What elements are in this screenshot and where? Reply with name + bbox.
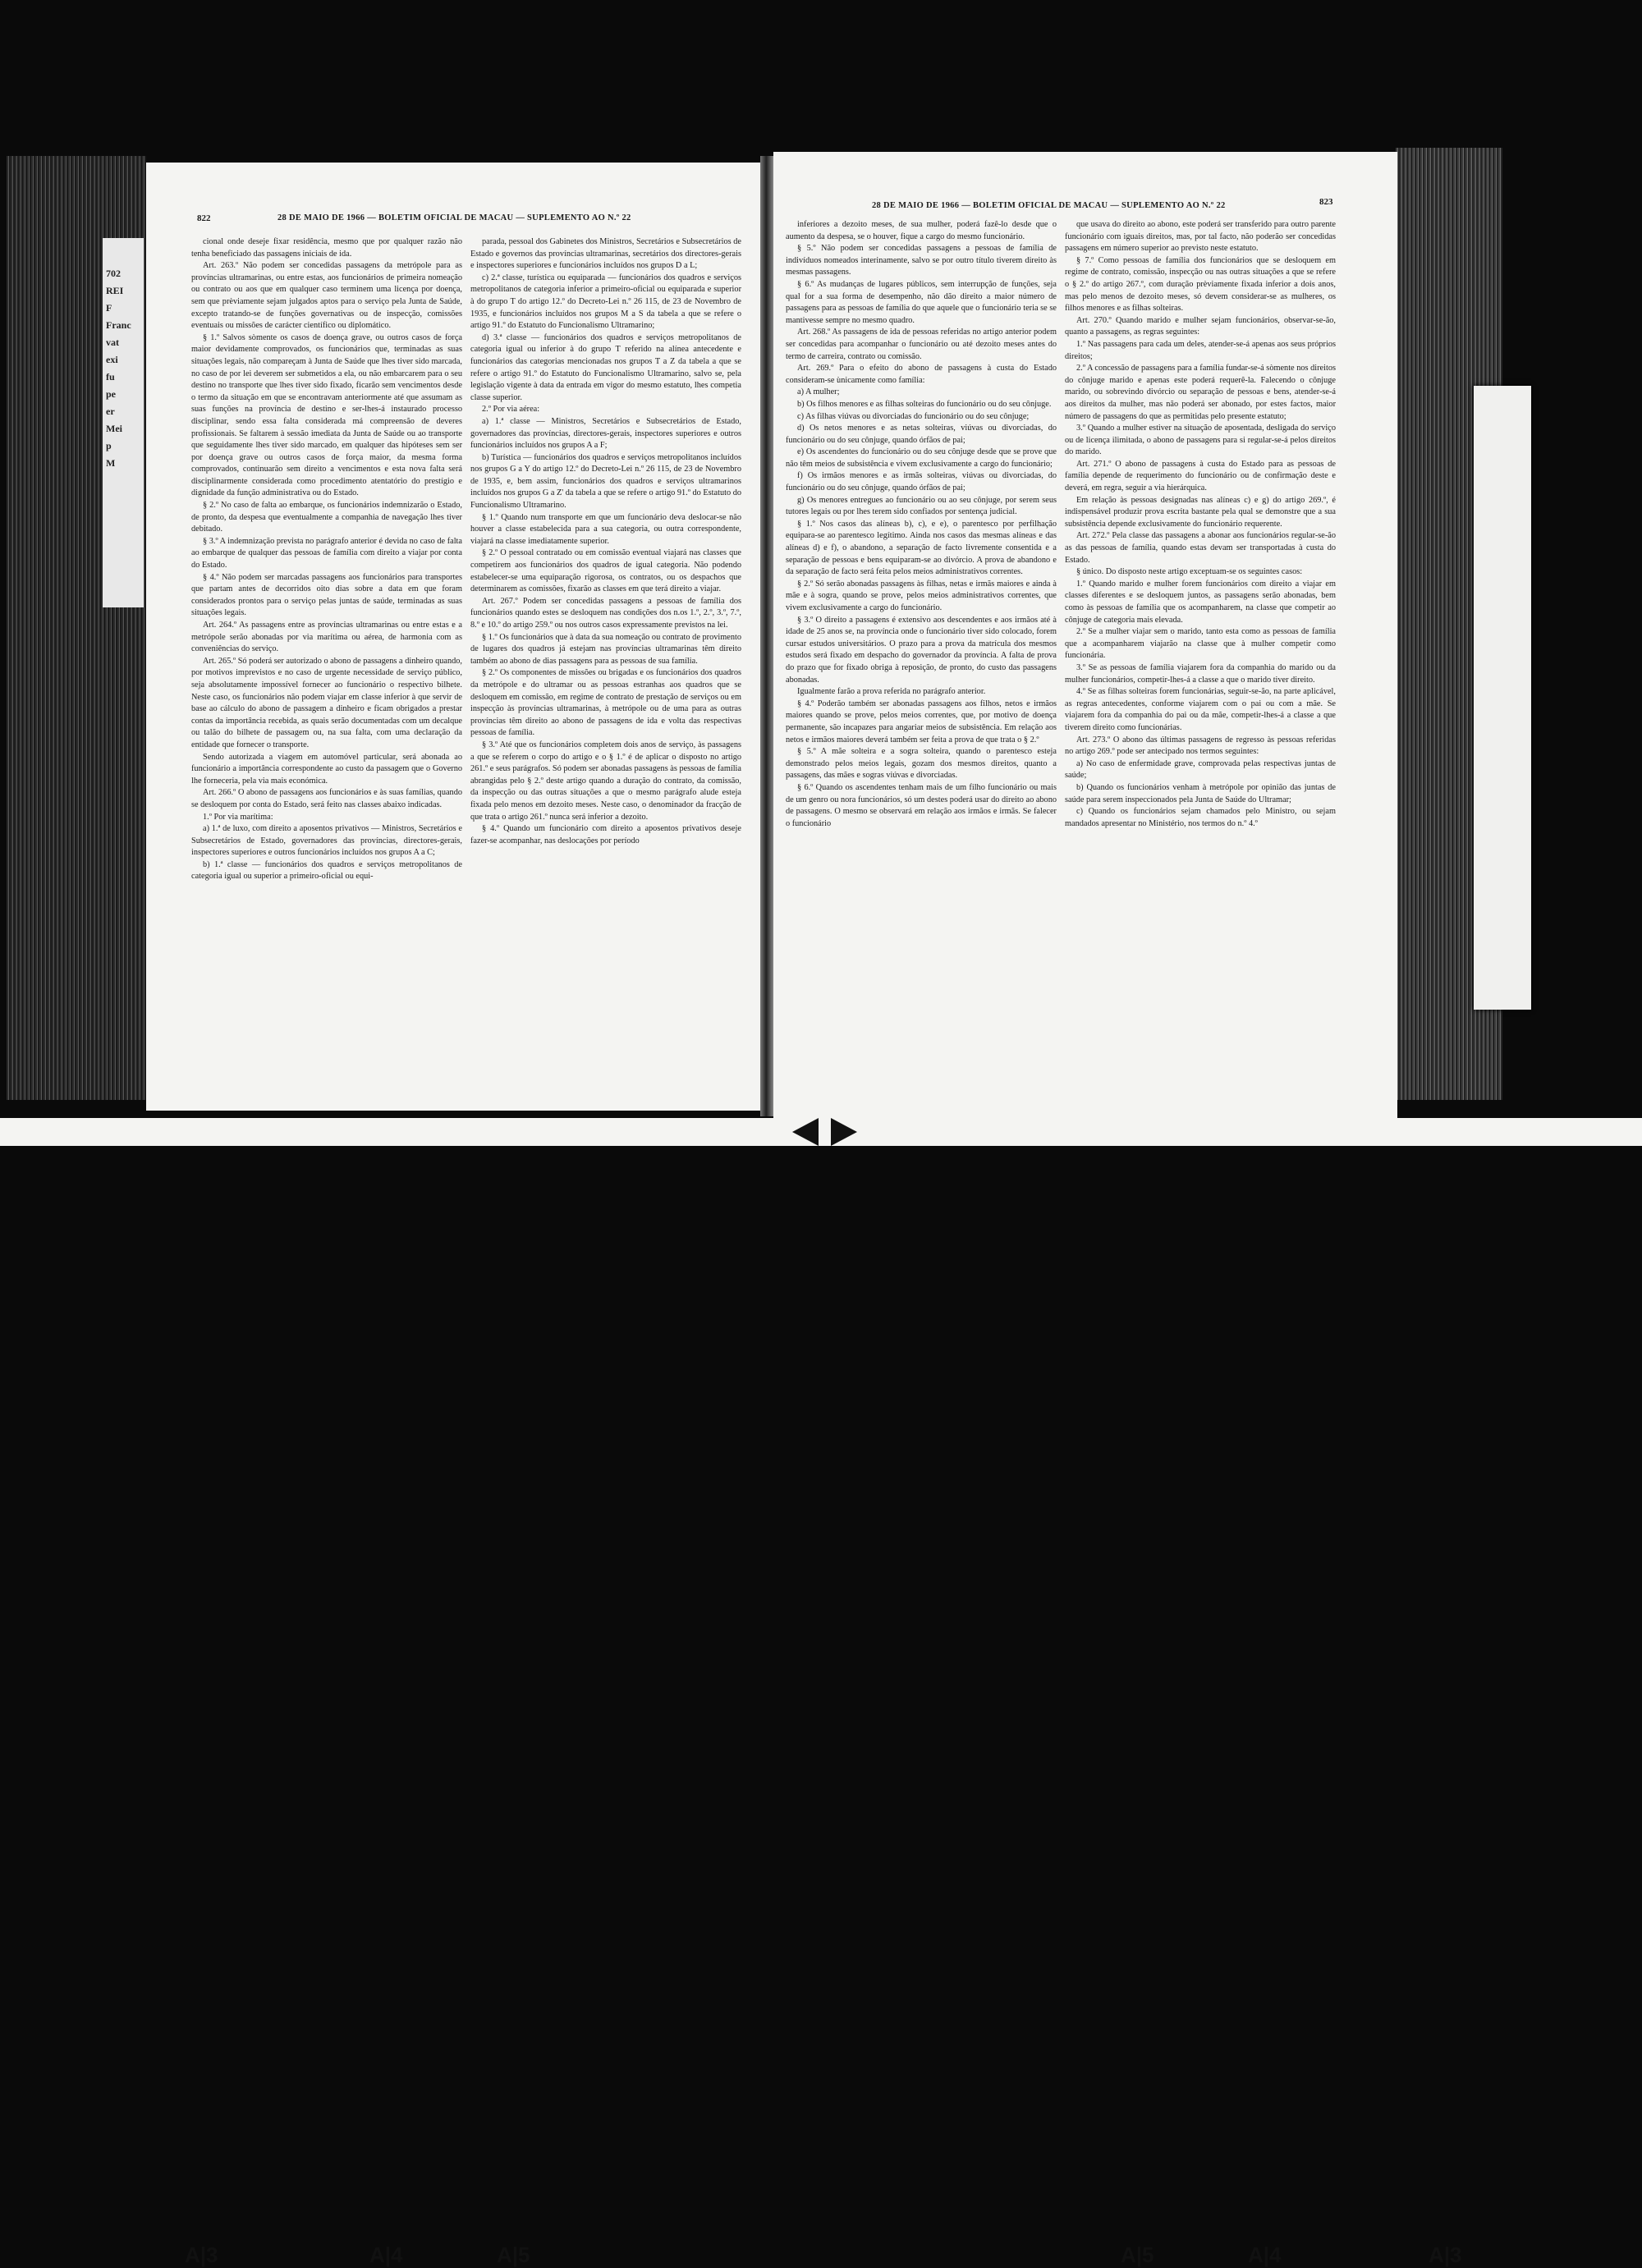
- strip-text: 702: [106, 268, 121, 279]
- paragraph: d) 3.ª classe — funcionários dos quadros e serviços metropolitanos de categoria igual ou inferior à do grupo T referido na alínea antecedente e funcionários das categorias mencionadas nos grupos T a Z da tabela a que se refere o artigo 91.º do Estatuto do Funcionalismo Ultramarino, salvo se, pela legislação vigente à data da entrada em vigor do mesmo estatuto, lhes competia classe superior.: [470, 332, 741, 402]
- paragraph: 4.º Se as filhas solteiras forem funcionárias, seguir-se-ão, na parte aplicável, as regras antecedentes, conforme viajarem com o pai ou com a mãe. Se viajarem fora da companhia do pai ou da mãe, competir-lhes-á a classe a que tiverem direito como funcionárias.: [1065, 687, 1336, 732]
- paragraph: e) Os ascendentes do funcionário ou do seu cônjuge desde que se prove que não têm meios de subsistência e vivem exclusivamente a cargo do funcionário;: [786, 447, 1057, 469]
- strip-text: M: [106, 457, 116, 469]
- film-marker: A|4: [369, 2243, 403, 2267]
- strip-text: fu: [106, 371, 115, 383]
- strip-text: er: [106, 405, 115, 417]
- paragraph: parada, pessoal dos Gabinetes dos Ministros, Secretários e Subsecretários de Estado e governos das províncias ultramarinas, secretários dos directores-gerais e inspectores superiores e funcionários incluídos nos grupos D a L;: [470, 237, 741, 271]
- arrow-right-icon: [831, 1118, 857, 1146]
- paragraph: inferiores a dezoito meses, de sua mulher, poderá fazê-lo desde que o aumento da despesa, se o houver, fique a cargo do mesmo funcionário.: [786, 220, 1057, 241]
- paragraph: Art. 263.º Não podem ser concedidas passagens da metrópole para as províncias ultramarinas, ou entre estas, aos funcionários de primeira nomeação ou contrato ou aos que em qualquer caso terminem uma licença por doença, sem que prèviamente sejam julgados aptos para o serviço pela Junta de Saúde, excepto tratando-se de funções governativas ou de inspecção, comissões eventuais ou missões de carácter científico ou diplomático.: [191, 261, 462, 331]
- paragraph: Igualmente farão a prova referida no parágrafo anterior.: [797, 687, 986, 697]
- paragraph: Art. 265.º Só poderá ser autorizado o abono de passagens a dinheiro quando, por motivos imprevistos e no caso de urgente necessidade de serviço público, seja absolutamente impossível fornecer ao funcionário o respectivo bilhete. Neste caso, os funcionários não podem viajar em classe inferior à que servir de base ao cálculo do abono de passagem a dinheiro e ficam obrigados a prestar contas da importância recebida, as quais serão documentadas com um decalque ou talão do bilhete de passagem ou, na sua falta, com uma declaração da entidade que fornecer o transporte.: [191, 656, 462, 749]
- arrow-left-icon: [792, 1118, 819, 1146]
- paragraph: Em relação às pessoas designadas nas alíneas c) e g) do artigo 269.º, é indispensável produzir prova escrita bastante pela qual se demonstre que a sua subsistência depende exclusivamente do funcionário requerente.: [1065, 495, 1336, 529]
- paragraph: § 4.º Poderão também ser abonadas passagens aos filhos, netos e irmãos maiores quando se prove, pelos meios correntes, que, por motivo de doença permanente, são incapazes para angariar meios de subsistência. Em relação aos netos e irmãos maiores deverá também ser feita a prova de que trata o § 2.º: [786, 699, 1057, 745]
- text-column: [786, 219, 1057, 830]
- strip-text: p: [106, 440, 112, 451]
- adjacent-page-strip: [103, 238, 144, 607]
- paragraph: § 5.º Não podem ser concedidas passagens a pessoas de família de indivíduos nomeados interinamente, salvo se por outro título tiverem direito às mesmas passagens.: [786, 244, 1057, 277]
- left-page: [146, 163, 760, 1111]
- paragraph: § 6.º As mudanças de lugares públicos, sem interrupção de funções, seja qual for a sua forma de desempenho, não dão direito a maior número de passagens para as pessoas de família do que aquele que o funcionário teria se se mantivesse sempre no mesmo quadro.: [786, 279, 1057, 325]
- paragraph: g) Os menores entregues ao funcionário ou ao seu cônjuge, por serem seus tutores legais ou por lhes terem sido confiados por sentença judicial.: [786, 495, 1057, 517]
- paragraph: Art. 264.º As passagens entre as províncias ultramarinas ou entre estas e a metrópole serão abonadas por via marítima ou aérea, de harmonia com as conveniências do serviço.: [191, 621, 462, 654]
- page-header: 28 DE MAIO DE 1966 — BOLETIM OFICIAL DE MACAU — SUPLEMENTO AO N.º 22: [872, 201, 1226, 210]
- text-column: [191, 236, 462, 883]
- strip-text: pe: [106, 388, 116, 400]
- film-marker: A|4: [1248, 2243, 1282, 2267]
- page-number: 823: [1319, 197, 1333, 207]
- film-marker: A|3: [1429, 2243, 1462, 2267]
- paragraph: b) Turística — funcionários dos quadros e serviços metropolitanos incluídos nos grupos G a Y do artigo 12.º do Decreto-Lei n.º 26 115, de 23 de Novembro de 1935, e, bem assim, funcionários dos quadros e serviços ultramarinos incluídos nos grupos G a Z' da tabela a que se refere o artigo 91.º do Estatuto do Funcionalismo Ultramarino.: [470, 452, 741, 511]
- paragraph: 2.º Se a mulher viajar sem o marido, tanto esta como as pessoas de família que a acompanharem viajarão na classe que à mulher competir como funcionária.: [1065, 627, 1336, 661]
- paragraph: Art. 266.º O abono de passagens aos funcionários e às suas famílias, quando se desloquem por conta do Estado, será feito nas classes abaixo indicadas.: [191, 788, 462, 809]
- text-column: [1065, 219, 1336, 830]
- paragraph: c) 2.ª classe, turística ou equiparada — funcionários dos quadros e serviços metropolitanos de categoria inferior a primeiro-oficial ou equiparada e superior à do grupo T do artigo 12.º do Decreto-Lei n.º 26 115, de 23 de Novembro de 1935, e funcionários incluídos nos grupos M a S da tabela a que se refere o artigo 91.º do Estatuto do Funcionalismo Ultramarino;: [470, 273, 741, 331]
- paragraph: § 2.º Só serão abonadas passagens às filhas, netas e irmãs maiores e ainda à mãe e à sogra, quando se prove, pelos meios administrativos correntes, que vivem exclusivamente a cargo do funcionário.: [786, 579, 1057, 612]
- paragraph: a) A mulher;: [797, 387, 840, 397]
- paragraph: Art. 267.º Podem ser concedidas passagens a pessoas de família dos funcionários quando estes se desloquem nas condições dos n.os 1.º, 2.º, 3.º, 7.º, 8.º e 10.º do artigo 259.º ou nos outros casos expressamente previstos na lei.: [470, 596, 741, 630]
- paragraph: § único. Do disposto neste artigo exceptuam-se os seguintes casos:: [1076, 567, 1303, 577]
- paragraph: § 1.º Nos casos das alíneas b), c), e e), o parentesco por perfilhação equipara-se ao parentesco legítimo. Ainda nos casos das mesmas alíneas e das alíneas d) e f), o abandono, a separação de facto livremente consentida e a separação de pessoas e bens equiparam-se ao divórcio. A prova de abandono e da separação de facto será feita pelos meios administrativos correntes.: [786, 519, 1057, 577]
- right-page: [773, 152, 1397, 1120]
- paragraph: § 4.º Quando um funcionário com direito a aposentos privativos deseje fazer-se acompanhar, nas deslocações por período: [470, 824, 741, 845]
- paragraph: § 7.º Como pessoas de família dos funcionários que se desloquem em regime de contrato, comissão, inspecção ou nas outras situações a que se refere o § 2.º do artigo 267.º, com duração prèviamente fixada inferior a dois anos, mas pelo menos de dezoito meses, só devem considerar-se as mulheres, os filhos menores e as filhas solteiras.: [1065, 255, 1336, 314]
- paper-flap: [1474, 386, 1531, 1010]
- paragraph: Art. 269.º Para o efeito do abono de passagens à custa do Estado consideram-se ùnicamente como família:: [786, 364, 1057, 385]
- strip-text: REI: [106, 285, 124, 296]
- paragraph: § 4.º Não podem ser marcadas passagens aos funcionários para transportes que partam antes de decorridos oito dias sobre a data em que foram considerados prontos para o serviço pelas juntas de saúde, terminadas as suas situações legais.: [191, 572, 462, 618]
- paragraph: § 1.º Salvos sòmente os casos de doença grave, ou outros casos de força maior devidamente comprovados, os funcionários que, terminadas as suas situações legais, não compareçam à Junta de Saúde que lhes tiver sido marcada, no caso de por lei deverem ser submetidos a ela, ou não embarcarem para o seu destino no transporte que lhes tiver sido fixado, ficarão sem vencimentos desde o termo da situação em que se encontravam anteriormente até que assumam as suas funções na província de destino e ser-lhes-á instaurado processo disciplinar, sendo essa falta considerada má compreensão de deveres profissionais. Se faltarem à sessão imediata da Junta de Saúde ou ao transporte que seguidamente lhes tiver sido marcado, em qualquer das hipóteses sem ser por doença grave ou outros casos de força maior, da mesma forma comprovados, continuarão sem direito a vencimentos e esta nova falta será disciplinarmente considerada como procedimento atentatório do prestígio e dignidade da função administrativa ou do Estado.: [191, 332, 462, 498]
- paragraph: § 1.º Quando num transporte em que um funcionário deva deslocar-se não houver a classe estabelecida para a sua categoria, ou outra correspondente, viajará na classe imediatamente superior.: [470, 512, 741, 546]
- paragraph: § 2.º Os componentes de missões ou brigadas e os funcionários dos quadros da metrópole e do ultramar ou as pessoas estranhas aos quadros que se desloquem em comissão, em regime de contrato de prestação de serviços ou em inspecção às províncias ultramarinas, à metrópole ou de uma para as outras províncias têm direito ao abono de passagens de ida e volta das respectivas pessoas de família.: [470, 668, 741, 738]
- paragraph: 1.º Quando marido e mulher forem funcionários com direito a viajar em classes diferentes e se desloquem juntos, as passagens serão abonadas, bem como às pessoas de família que os acompanharem, na classe que competir ao cônjuge de categoria mais elevada.: [1065, 579, 1336, 625]
- page-header: 28 DE MAIO DE 1966 — BOLETIM OFICIAL DE MACAU — SUPLEMENTO AO N.º 22: [277, 213, 631, 222]
- paragraph: 2.º Por via aérea:: [482, 405, 540, 415]
- page-number: 822: [197, 213, 211, 223]
- film-marker: A|3: [185, 2243, 218, 2267]
- paragraph: § 3.º A indemnização prevista no parágrafo anterior é devida no caso de falta ao embarque de qualquer das pessoas de família com direito a viajar por conta do Estado.: [191, 536, 462, 570]
- paragraph: § 3.º Até que os funcionários completem dois anos de serviço, às passagens a que se referem o corpo do artigo e o § 1.º é de aplicar o disposto no artigo 261.º e seus parágrafos. Só podem ser abonadas passagens às pessoas de família abrangidas pelo § 2.º deste artigo quando a duração do contrato, da comissão, da inspecção ou das outras situações a que o mesmo parágrafo alude esteja fixada pelo menos em dezoito meses. Neste caso, o denominador da fracção de que trata o artigo 261.º nunca será inferior a dezoito.: [470, 740, 741, 822]
- strip-text: Franc: [106, 319, 131, 331]
- strip-text: vat: [106, 337, 119, 348]
- paragraph: b) 1.ª classe — funcionários dos quadros e serviços metropolitanos de categoria igual ou superior a primeiro-oficial ou equi-: [191, 859, 462, 882]
- paragraph: Art. 271.º O abono de passagens à custa do Estado para as pessoas de família depende de requerimento do funcionário ou de confirmação deste e deverá, em regra, seguir a via hierárquica.: [1065, 459, 1336, 493]
- paragraph: c) As filhas viúvas ou divorciadas do funcionário ou do seu cônjuge;: [797, 411, 1030, 421]
- strip-text: F: [106, 302, 112, 314]
- paragraph: Sendo autorizada a viagem em automóvel particular, será abonada ao funcionário a importância correspondente ao custo da passagem que o Governo lhe forneceria, pela via mais económica.: [191, 752, 462, 786]
- paragraph: § 6.º Quando os ascendentes tenham mais de um filho funcionário ou mais de um genro ou nora funcionários, só um destes poderá usar do direito ao abono de passagens. O mesmo se observará em relação aos irmãos e irmãs. Se falecer o funcionário: [786, 782, 1057, 828]
- paragraph: 3.º Quando a mulher estiver na situação de aposentada, desligada do serviço ou de licença ilimitada, o abono de passagens para si regular-se-á pelos direitos do marido.: [1065, 424, 1336, 457]
- paragraph: Art. 268.º As passagens de ida de pessoas referidas no artigo anterior podem ser concedidas para acompanhar o funcionário ou até dezoito meses antes do termo de carreira, contrato ou comissão.: [786, 328, 1057, 361]
- paragraph: Art. 273.º O abono das últimas passagens de regresso às pessoas referidas no artigo 269.º pode ser antecipado nos termos seguintes:: [1065, 735, 1336, 757]
- film-marker: A|5: [497, 2243, 530, 2267]
- paragraph: b) Os filhos menores e as filhas solteiras do funcionário ou do seu cônjuge.: [797, 399, 1052, 409]
- paragraph: § 5.º A mãe solteira e a sogra solteira, quando o parentesco esteja demonstrado pelos meios legais, gozam dos mesmos direitos, quanto a passagens, das mães e sogras viúvas e divorciadas.: [786, 747, 1057, 781]
- paragraph: Art. 272.º Pela classe das passagens a abonar aos funcionários regular-se-ão as das pessoas de família, quando estas devam ser transportadas à custa do Estado.: [1065, 531, 1336, 565]
- paragraph: que usava do direito ao abono, este poderá ser transferido para outro parente funcionário com iguais direitos, mas, por tal facto, não poderão ser concedidas passagens em número superior ao previsto neste estatuto.: [1065, 220, 1336, 254]
- paragraph: § 2.º O pessoal contratado ou em comissão eventual viajará nas classes que competirem aos funcionários dos quadros de igual categoria. Não podendo estabelecer-se uma equiparação rigorosa, os contratos, ou os despachos que determinarem as comissões, fixarão as classes em que terá direito a viajar.: [470, 548, 741, 594]
- paragraph: b) Quando os funcionários venham à metrópole por opinião das juntas de saúde para serem inspeccionados pela Junta de Saúde do Ultramar;: [1065, 782, 1336, 804]
- paragraph: Art. 270.º Quando marido e mulher sejam funcionários, observar-se-ão, quanto a passagens, as regras seguintes:: [1065, 315, 1336, 337]
- text-column: [470, 236, 741, 847]
- paragraph: a) 1.ª de luxo, com direito a aposentos privativos — Ministros, Secretários e Subsecretários de Estado, governadores das províncias, directores-gerais, inspectores superiores e outros funcionários incluídos nos grupos A a C;: [191, 824, 462, 858]
- paragraph: a) No caso de enfermidade grave, comprovada pelas respectivas juntas de saúde;: [1065, 758, 1336, 781]
- film-strip-footer: [0, 1118, 1642, 2267]
- paragraph: 2.º A concessão de passagens para a família fundar-se-á sòmente nos direitos do cônjuge marido e apenas este poderá requerê-la. Falecendo o cônjuge marido, ou sobrevindo divórcio ou separação de pessoas e bens, atender-se-á aos direitos da mulher, mas não poderá ser abonado, por estes factos, maior número de passagens do que as permitidas pelo presente estatuto;: [1065, 364, 1336, 421]
- paragraph: c) Quando os funcionários sejam chamados pelo Ministro, ou sejam mandados apresentar no Ministério, nos termos do n.º 4.º: [1065, 807, 1336, 828]
- paragraph: § 3.º O direito a passagens é extensivo aos descendentes e aos irmãos até à idade de 25 anos se, na província onde o funcionário tiver sido colocado, forem cursar estudos universitários. O prazo para a prova da matrícula dos mesmos estudos será fixado em despacho do governador da província. A falta de prova do prazo que for fixado obriga à reposição, de pronto, do custo das passagens abonadas.: [786, 615, 1057, 685]
- film-marker: A|5: [1121, 2243, 1154, 2267]
- strip-text: exi: [106, 354, 118, 365]
- paragraph: d) Os netos menores e as netas solteiras, viúvas ou divorciadas, do funcionário ou do seu cônjuge, quando órfãos de pai;: [786, 424, 1057, 445]
- paragraph: cional onde deseje fixar residência, mesmo que por qualquer razão não tenha beneficiado das passagens iniciais de ida.: [191, 237, 462, 259]
- paragraph: f) Os irmãos menores e as irmãs solteiras, viúvas ou divorciadas, do funcionário ou do seu cônjuge, quando órfãos de pai;: [786, 471, 1057, 493]
- book-gutter: [760, 156, 773, 1116]
- paragraph: § 1.º Os funcionários que à data da sua nomeação ou contrato de provimento de lugares dos quadros já estejam nas províncias ultramarinas têm direito também ao abono de dias passagens para as pessoas de sua família.: [470, 632, 741, 666]
- paragraph: 1.º Nas passagens para cada um deles, atender-se-á apenas aos seus próprios direitos;: [1065, 339, 1336, 361]
- paragraph: 1.º Por via marítima:: [203, 812, 273, 822]
- paragraph: a) 1.ª classe — Ministros, Secretários e Subsecretários de Estado, governadores das províncias, directores-gerais, inspectores superiores e outros funcionários incluídos nos grupos A a F;: [470, 416, 741, 451]
- paragraph: § 2.º No caso de falta ao embarque, os funcionários indemnizarão o Estado, de pronto, da despesa que eventualmente a companhia de navegação lhes tiver debitado.: [191, 501, 462, 534]
- paragraph: 3.º Se as pessoas de família viajarem fora da companhia do marido ou da mulher funcionários, competir-lhes-á a classe a que o marido tiver direito.: [1065, 662, 1336, 685]
- strip-text: Mei: [106, 423, 122, 434]
